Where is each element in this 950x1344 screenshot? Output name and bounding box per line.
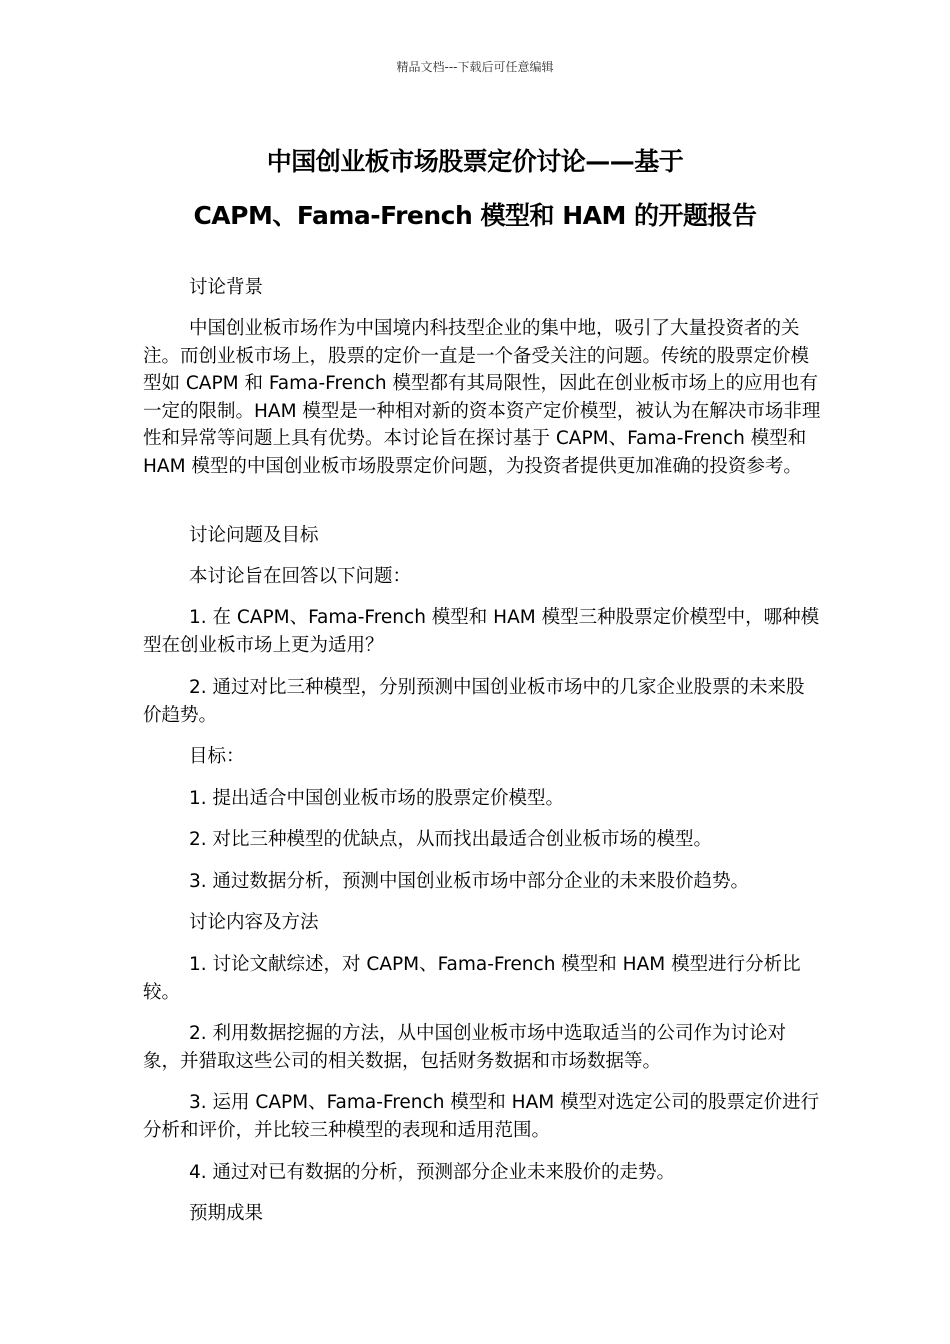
heading-results: 预期成果 xyxy=(189,1203,264,1224)
heading-questions: 讨论问题及目标 xyxy=(189,525,319,546)
heading-background: 讨论背景 xyxy=(189,277,264,298)
page-header: 精品文档---下载后可任意编辑 xyxy=(396,60,554,74)
method-item-3: 3. 运用 CAPM、Fama-French 模型和 HAM 模型对选定公司的股票定价进行分析和评价，并比较三种模型的表现和适用范围。 xyxy=(143,1092,820,1141)
goal-item-3: 3. 通过数据分析，预测中国创业板市场中部分企业的未来股价趋势。 xyxy=(189,871,750,892)
heading-goals: 目标： xyxy=(189,746,245,767)
goal-item-1: 1. 提出适合中国创业板市场的股票定价模型。 xyxy=(189,788,565,809)
method-item-2: 2. 利用数据挖掘的方法，从中国创业板市场中选取适当的公司作为讨论对象，并猎取这些公司的相关数据，包括财务数据和市场数据等。 xyxy=(143,1023,787,1072)
title-line-1: 中国创业板市场股票定价讨论——基于 xyxy=(266,147,684,176)
method-item-4: 4. 通过对已有数据的分析，预测部分企业未来股价的走势。 xyxy=(189,1162,676,1183)
paragraph-questions-intro: 本讨论旨在回答以下问题： xyxy=(189,566,412,587)
title-line-2: CAPM、Fama-French 模型和 HAM 的开题报告 xyxy=(193,201,757,230)
goal-item-2: 2. 对比三种模型的优缺点，从而找出最适合创业板市场的模型。 xyxy=(189,829,713,850)
paragraph-background: 中国创业板市场作为中国境内科技型企业的集中地，吸引了大量投资者的关注。而创业板市场上，股票的定价一直是一个备受关注的问题。传统的股票定价模型如 CAPM 和 Fama-French 模型都有其局限性，因此在创业板市场上的应用也有一定的限制。HAM 模型是一种相对新的资本资产定价模型，被认为在解决市场非理性和异常等问题上具有优势。本讨论旨在探讨基于 CAPM、Fama-French 模型和 HAM 模型的中国创业板市场股票定价问题，为投资者提供更加准确的投资参考。 xyxy=(143,318,821,477)
heading-methods: 讨论内容及方法 xyxy=(189,912,319,933)
method-item-1: 1. 讨论文献综述，对 CAPM、Fama-French 模型和 HAM 模型进行分析比较。 xyxy=(143,954,801,1003)
question-item-1: 1. 在 CAPM、Fama-French 模型和 HAM 模型三种股票定价模型中，哪种模型在创业板市场上更为适用？ xyxy=(143,607,820,656)
question-item-2: 2. 通过对比三种模型，分别预测中国创业板市场中的几家企业股票的未来股价趋势。 xyxy=(143,677,805,726)
